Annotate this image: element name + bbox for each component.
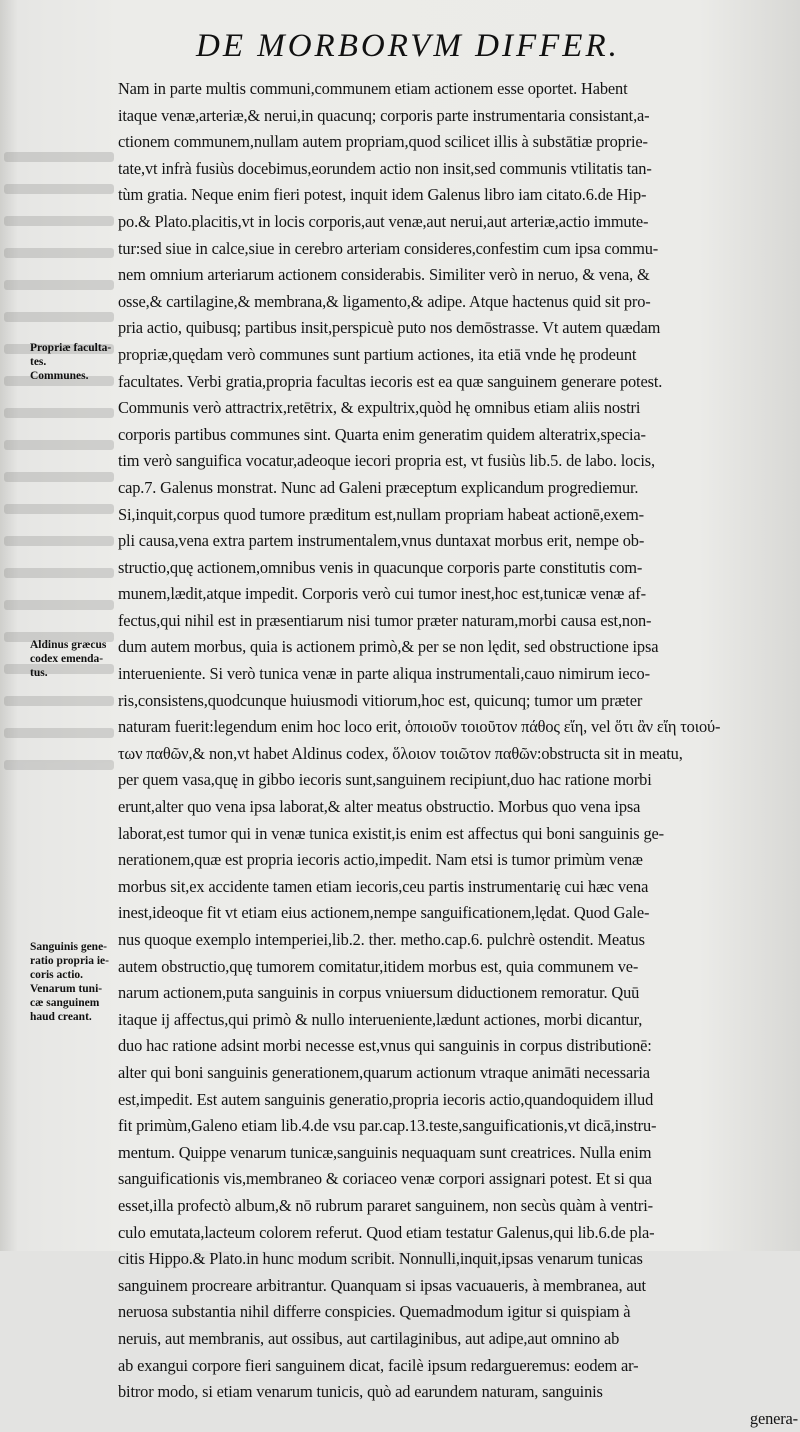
marginal-note-line: Communes. xyxy=(30,370,89,382)
body-line: bitror modo, si etiam venarum tunicis, quò ad earundem naturam, sanguinis xyxy=(118,1382,603,1402)
body-line: cap.7. Galenus monstrat. Nunc ad Galeni præceptum explicandum progrediemur. xyxy=(118,477,639,497)
marginal-note-line: cæ sanguinem xyxy=(30,997,100,1009)
marginal-note-line: Propriæ faculta- xyxy=(30,342,112,354)
body-line: Communis verò attractrix,retētrix, & expultrix,quòd hę omnibus etiam aliis nostri xyxy=(118,398,641,418)
body-line: esset,illa profectò album,& nō rubrum pararet sanguinem, non secùs quàm à ventri- xyxy=(118,1195,653,1215)
body-line: neruosa substantia nihil differre conspicies. Quemadmodum igitur si quispiam à xyxy=(118,1302,631,1322)
body-line: corporis partibus communes sint. Quarta enim generatim quidem alteratrix,specia- xyxy=(118,424,646,444)
body-line: duo hac ratione adsint morbi necesse est,vnus qui sanguinis in corpus distributionē: xyxy=(118,1036,652,1056)
body-line: neruis, aut membranis, aut ossibus, aut cartilaginibus, aut adipe,aut omnino ab xyxy=(118,1328,620,1348)
body-line: autem obstructio,quę tumorem comitatur,itidem morbus est, quia communem ve- xyxy=(118,956,639,976)
body-line: narum actionem,puta sanguinis in corpus vniuersum diductionem remoratur. Quū xyxy=(118,983,640,1003)
marginal-note-line: ratio propria ie- xyxy=(30,955,109,967)
body-line: ris,consistens,quodcunque huiusmodi vitiorum,hoc est, quicunq; tumor um præter xyxy=(118,690,643,710)
body-line: culo emutata,lacteum colorem referut. Quod etiam testatur Galenus,qui lib.6.de pla- xyxy=(118,1222,655,1242)
body-line: osse,& cartilagine,& membrana,& ligamento,& adipe. Atque hactenus quid sit pro- xyxy=(118,291,651,311)
body-line: fit primùm,Galeno etiam lib.4.de vsu par.cap.13.teste,sanguificationis,vt dicā,instru- xyxy=(118,1116,657,1136)
body-line: nus quoque exemplo intemperiei,lib.2. ther. metho.cap.6. pulchrè ostendit. Meatus xyxy=(118,930,645,949)
body-line: Si,inquit,corpus quod tumore præditum est,nullam propriam habeat actionē,exem- xyxy=(118,504,644,524)
marginal-note-line: tus. xyxy=(30,667,48,679)
body-line: ab exangui corpore fieri sanguinem dicat, facilè ipsum redargueremus: eodem ar- xyxy=(118,1355,639,1375)
body-line: per quem vasa,quę in gibbo iecoris sunt,sanguinem recipiunt,duo hac ratione morbi xyxy=(118,770,652,790)
body-line: sanguinem procreare arbitrantur. Quanquam si ipsas vacuaueris, à membranea, aut xyxy=(118,1275,646,1295)
marginal-note-line: Aldinus græcus xyxy=(30,639,107,651)
body-line: mentum. Quippe venarum tunicæ,sanguinis nequaquam sunt creatrices. Nulla enim xyxy=(118,1142,652,1162)
body-line: tùm gratia. Neque enim fieri potest, inquit idem Galenus libro iam citato.6.de Hip- xyxy=(118,185,647,205)
marginal-note-line: tes. xyxy=(30,356,47,368)
body-line: fectus,qui nihil est in præsentiarum nisi tumor præter naturam,morbi causa est,non- xyxy=(118,610,652,630)
marginal-note-line: Venarum tuni- xyxy=(30,983,103,995)
marginal-note-line: haud creant. xyxy=(30,1011,92,1023)
body-line: pria actio, quibusq; partibus insit,perspicuè puto nos demōstrasse. Vt autem quædam xyxy=(118,318,661,338)
body-text xyxy=(118,76,798,1432)
body-line: ctionem communem,nullam autem propriam,quod scilicet illis à substātiæ proprie- xyxy=(118,132,648,152)
body-line: nem omnium arteriarum actionem considerabis. Similiter verò in neruo, & vena, & xyxy=(118,265,650,285)
body-line: sanguificationis vis,membraneo & coriaceo venæ corpori assignari potest. Et si qua xyxy=(118,1169,652,1189)
body-line: citis Hippo.& Plato.in hunc modum scribit. Nonnulli,inquit,ipsas venarum tunicas xyxy=(118,1249,643,1269)
marginal-note-line: Sanguinis gene- xyxy=(30,941,108,953)
marginal-note-aldine-codex xyxy=(30,638,106,680)
body-line: inest,ideoque fit vt etiam eius actionem,nempe sanguificationem,lędat. Quod Gale- xyxy=(118,903,650,923)
body-line: est,impedit. Est autem sanguinis generatio,propria iecoris actio,quandoquidem illud xyxy=(118,1089,654,1109)
body-line: Nam in parte multis communi,communem etiam actionem esse oportet. Habent xyxy=(118,79,628,98)
marginal-note-line: coris actio. xyxy=(30,969,84,981)
body-line: nerationem,quæ est propria iecoris actio,impedit. Nam etsi is tumor primùm venæ xyxy=(118,850,643,870)
body-line: naturam fuerit:legendum enim hoc loco erit, ὁποιοῦν τοιοῦτον πάθος εἴη, vel ὅτι ἂν εἴη τοιού- xyxy=(118,717,721,737)
body-line: alter qui boni sanguinis generationem,quarum actionum vtraque animāti necessaria xyxy=(118,1062,650,1082)
body-line: munem,lædit,atque impedit. Corporis verò cui tumor inest,hoc est,tunicæ venæ af- xyxy=(118,584,646,604)
body-line: itaque ij affectus,qui primò & nullo interueniente,lædunt actiones, morbi dicantur, xyxy=(118,1009,643,1029)
body-line: pli causa,vena extra partem instrumentalem,vnus duntaxat morbus erit, nempe ob- xyxy=(118,531,645,551)
body-line: interueniente. Si verò tunica venæ in parte aliqua instrumentali,cauo nimirum ieco- xyxy=(118,664,650,684)
body-line: structio,quę actionem,omnibus venis in quacunque corporis parte constitutis com- xyxy=(118,557,643,577)
body-line: tur:sed siue in calce,siue in cerebro arteriam consideres,confestim cum ipsa commu- xyxy=(118,238,659,258)
body-line: morbus sit,ex accidente tamen etiam iecoris,ceu partis instrumentarię cui hæc vena xyxy=(118,876,649,896)
body-line: laborat,est tumor qui in venæ tunica existit,is enim est affectus qui boni sanguinis ge- xyxy=(118,823,664,843)
marginal-note-faculties xyxy=(30,341,111,383)
body-line: dum autem morbus, quia is actionem primò,& per se non lędit, sed obstructione ipsa xyxy=(118,637,659,657)
body-line: propriæ,quędam verò communes sunt partium actiones, ita etiā vnde hę prodeunt xyxy=(118,344,637,364)
body-line: tim verò sanguifica vocatur,adeoque iecori propria est, vt fusiùs lib.5. de labo. locis, xyxy=(118,451,655,471)
body-line: itaque venæ,arteriæ,& nerui,in quacunq; corporis parte instrumentaria consistant,a- xyxy=(118,105,650,125)
body-line: genera- xyxy=(749,1408,798,1428)
body-line: erunt,alter quo vena ipsa laborat,& alter meatus obstructio. Morbus quo vena ipsa xyxy=(118,797,641,817)
body-line: των παθῶν,& non,vt habet Aldinus codex, ὅλοιον τοιῶτον παθῶν:obstructa sit in meatu, xyxy=(118,743,683,763)
body-line: tate,vt infrà fusiùs docebimus,eorundem actio non insit,sed communis vtilitatis tan- xyxy=(118,158,652,178)
marginal-note-line: codex emenda- xyxy=(30,653,104,665)
marginal-note-blood-generation xyxy=(30,940,109,1024)
running-title: DE MORBORVM DIFFER. xyxy=(196,28,620,64)
body-line: facultates. Verbi gratia,propria facultas iecoris est ea quæ sanguinem generare potest. xyxy=(118,371,663,391)
body-line: po.& Plato.placitis,vt in locis corporis,aut venæ,aut nerui,aut arteriæ,actio immute- xyxy=(118,211,649,231)
